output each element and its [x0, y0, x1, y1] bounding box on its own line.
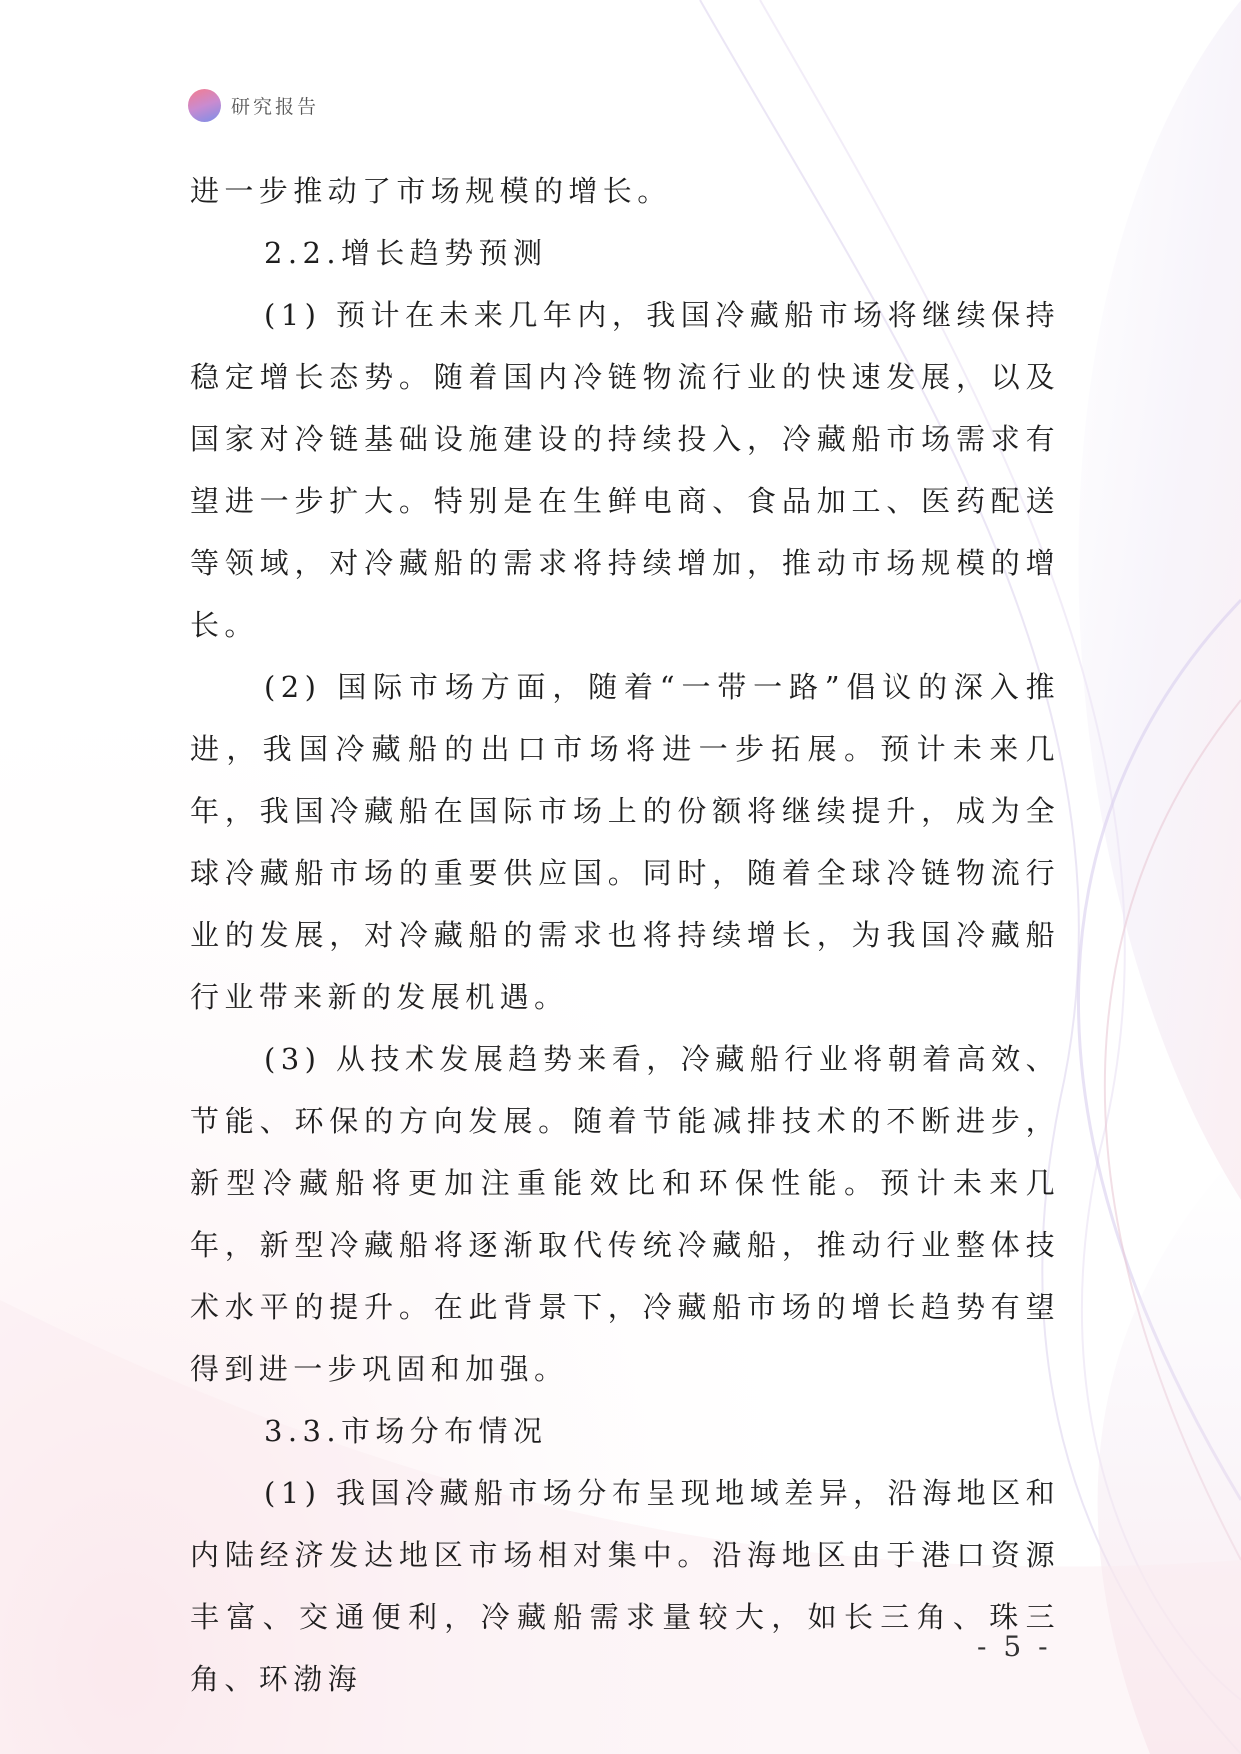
paragraph: 进一步推动了市场规模的增长。 [190, 174, 672, 208]
paragraph: (3) 从技术发展趋势来看，冷藏船行业将朝着高效、节能、环保的方向发展。随着节能减排技术的不断进步，新型冷藏船将更加注重能效比和环保性能。预计未来几年，新型冷藏船将逐渐取代传统冷藏船，推动行业整体技术水平的提升。在此背景下，冷藏船市场的增长趋势有望得到进一步巩固和加强。 [190, 1042, 1060, 1386]
logo-circle-icon [188, 89, 221, 122]
section-heading: 3.3.市场分布情况 [264, 1414, 548, 1448]
page-number: - 5 - [977, 1630, 1052, 1663]
header-title: 研究报告 [231, 95, 320, 118]
paragraph: (1) 预计在未来几年内，我国冷藏船市场将继续保持稳定增长态势。随着国内冷链物流行业的快速发展，以及国家对冷链基础设施建设的持续投入，冷藏船市场需求有望进一步扩大。特别是在生鲜电商、食品加工、医药配送等领域，对冷藏船的需求将持续增加，推动市场规模的增长。 [190, 298, 1060, 642]
page-header [188, 88, 319, 122]
paragraph: (1) 我国冷藏船市场分布呈现地域差异，沿海地区和内陆经济发达地区市场相对集中。沿海地区由于港口资源丰富、交通便利，冷藏船需求量较大，如长三角、珠三角、环渤海 [190, 1476, 1060, 1696]
section-heading: 2.2.增长趋势预测 [264, 236, 548, 270]
document-body [190, 160, 1060, 1710]
paragraph: (2) 国际市场方面，随着“一带一路”倡议的深入推进，我国冷藏船的出口市场将进一步拓展。预计未来几年，我国冷藏船在国际市场上的份额将继续提升，成为全球冷藏船市场的重要供应国。同时，随着全球冷链物流行业的发展，对冷藏船的需求也将持续增长，为我国冷藏船行业带来新的发展机遇。 [190, 670, 1060, 1014]
